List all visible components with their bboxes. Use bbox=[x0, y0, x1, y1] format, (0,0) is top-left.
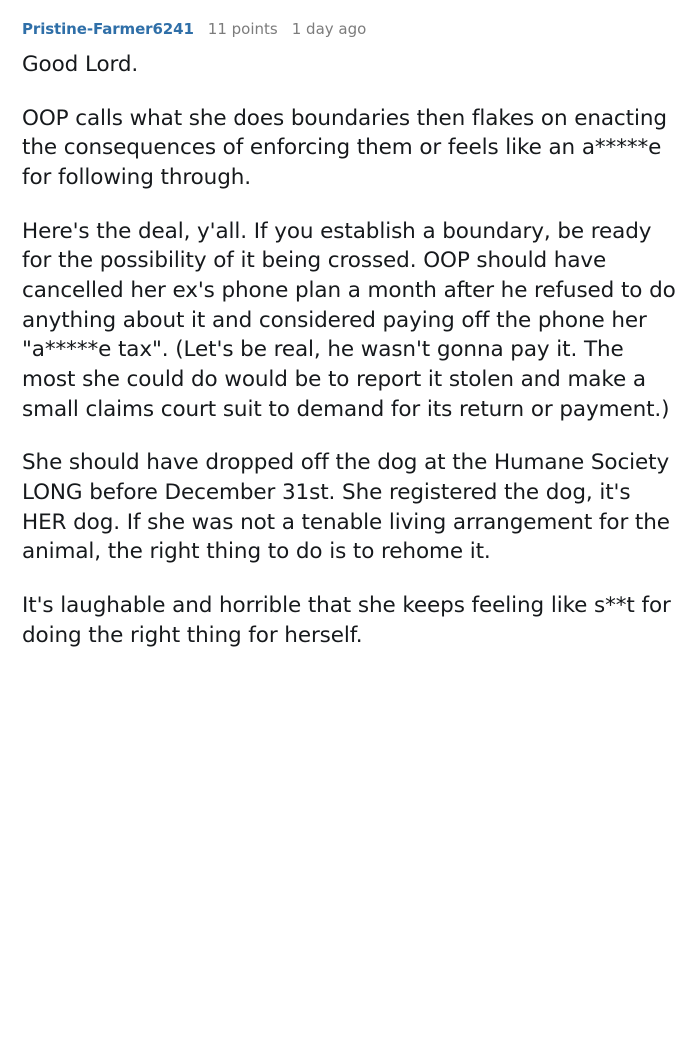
comment-paragraph: Here's the deal, y'all. If you establish a boundary, be ready for the possibility of it being crossed. OOP should have cancelled her ex's phone plan a month after he refused to do anything about it and considered paying off the phone her "a*****e tax". (Let's be real, he wasn't gonna pay it. The most she could do would be to report it stolen and make a small claims court suit to demand for its return or payment.) bbox=[22, 218, 676, 422]
comment-paragraph: Good Lord. bbox=[22, 52, 139, 77]
comment-paragraph: She should have dropped off the dog at the Humane Society LONG before December 31st. She registered the dog, it's HER dog. If she was not a tenable living arrangement for the animal, the right thing to do is to rehome it. bbox=[22, 450, 670, 565]
comment-author[interactable]: Pristine-Farmer6241 bbox=[22, 20, 194, 38]
comment-body bbox=[22, 50, 678, 650]
comment-points: 11 points bbox=[207, 20, 278, 38]
comment-paragraph: It's laughable and horrible that she keeps feeling like s**t for doing the right thing for herself. bbox=[22, 592, 671, 648]
comment-paragraph: OOP calls what she does boundaries then flakes on enacting the consequences of enforcing them or feels like an a*****e for following through. bbox=[22, 105, 667, 190]
comment-meta bbox=[22, 20, 678, 38]
comment-timestamp: 1 day ago bbox=[291, 20, 367, 38]
